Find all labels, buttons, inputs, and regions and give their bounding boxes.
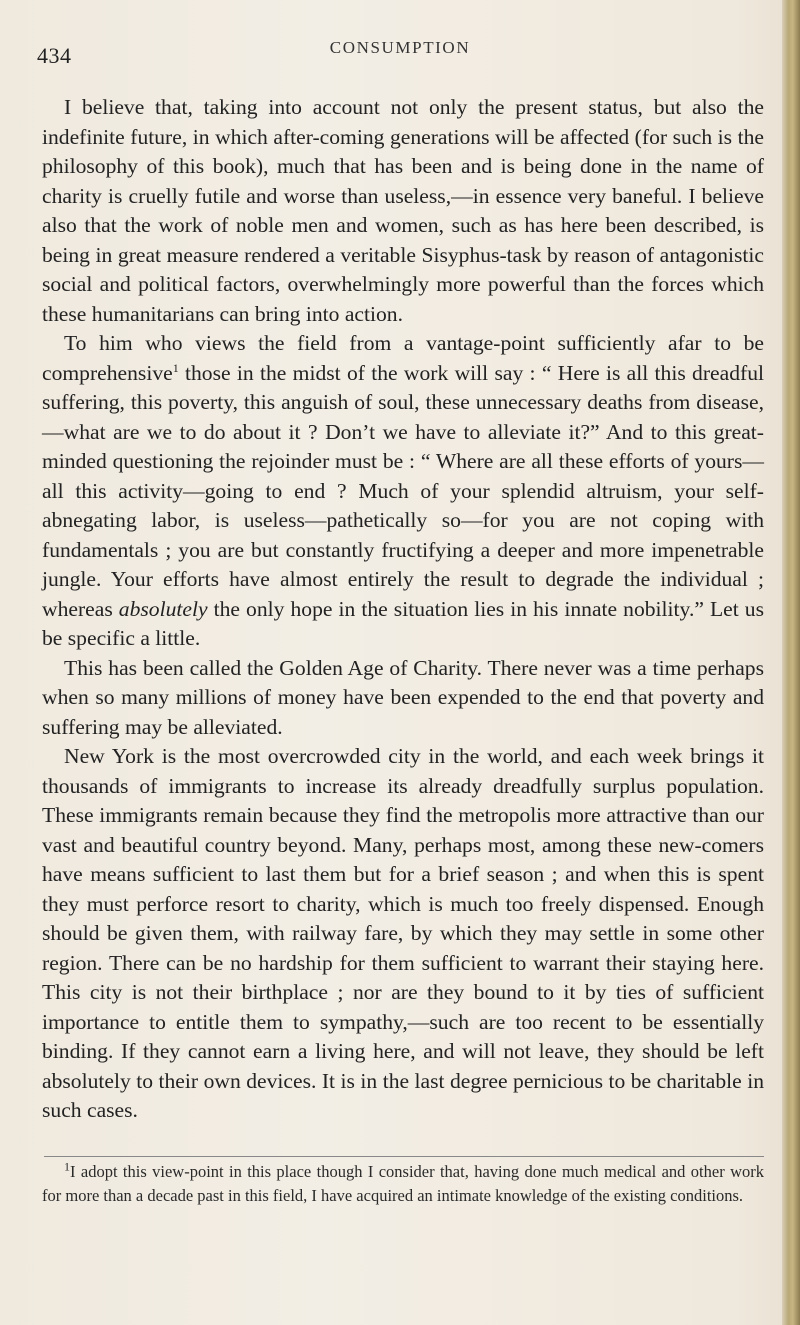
footnote-text: I adopt this view-point in this place though I consider that, having done much medical and other work for more than a decade past in this field, I have acquired an intimate knowledge of the existing conditions. [42,1162,764,1205]
footnote-divider [44,1156,764,1157]
running-head: CONSUMPTION [329,38,471,57]
paragraph-2 [42,329,764,654]
body-text [42,93,764,1126]
emphasis-absolutely: absolutely [118,596,208,621]
paragraph-1: I believe that, taking into account not only the present status, but also the indefinite future, in which after-coming generations will be affected (for such is the philosophy of this book), much that has been and is being done in the name of charity is cruelly futile and worse than useless,—in essence very baneful. I believe also that the work of noble men and women, such as has here been described, is being in great measure rendered a veritable Sisyphus-task by reason of antagonistic social and political factors, overwhelmingly more powerful than the forces which these humanitarians can bring into action. [42,95,764,326]
page-number: 434 [37,43,72,68]
footnote [42,1160,764,1208]
paragraph-3: This has been called the Golden Age of Charity. There never was a time perhaps when so many millions of money have been expended to the end that poverty and suffering may be alleviated. [42,655,764,739]
paragraph-4: New York is the most overcrowded city in the world, and each week brings it thousands of immigrants to increase its already dreadfully surplus population. These immigrants remain because they find the metropolis more attractive than our vast and beautiful country beyond. Many, perhaps most, among these new-comers have means sufficient to last them but for a brief season ; and when this is spent they must perforce resort to charity, which is much too freely dispensed. Enough should be given them, with railway fare, by which they may settle in some other region. There can be no hardship for them sufficient to warrant their staying here. This city is not their birthplace ; nor are they bound to it by ties of sufficient importance to entitle them to sympathy,—such are too recent to be essentially binding. If they cannot earn a living here, and will not leave, they should be left absolutely to their own devices. It is in the last degree pernicious to be charitable in such cases. [42,744,764,1122]
paragraph-2-part-c: the only hope in the situation lies in his innate nobility.” Let us be specific a little. [42,596,764,650]
paragraph-2-part-b: those in the midst of the work will say : “ Here is all this dreadful suffering, this poverty, this anguish of soul, these unnecessary deaths from disease,—what are we to do about it ? Don’t we have to alleviate it?” And to this great-minded questioning the rejoinder must be : “ Where are all these efforts of yours—all this activity—going to end ? Much of your splendid altruism, your self-abnegating labor, is useless—pathetically so—for you are not coping with fundamentals ; you are but constantly fructifying a deeper and more impenetrable jungle. Your efforts have almost entirely the result to degrade the individual ; whereas [42,360,764,621]
paragraph-2-part-a: To him who views the field from a vantage-point sufficiently afar to be comprehensive [42,331,764,385]
footnote-reference: 1 [172,360,179,375]
page-edge [782,0,800,1325]
footnote-marker: 1 [64,1159,70,1174]
